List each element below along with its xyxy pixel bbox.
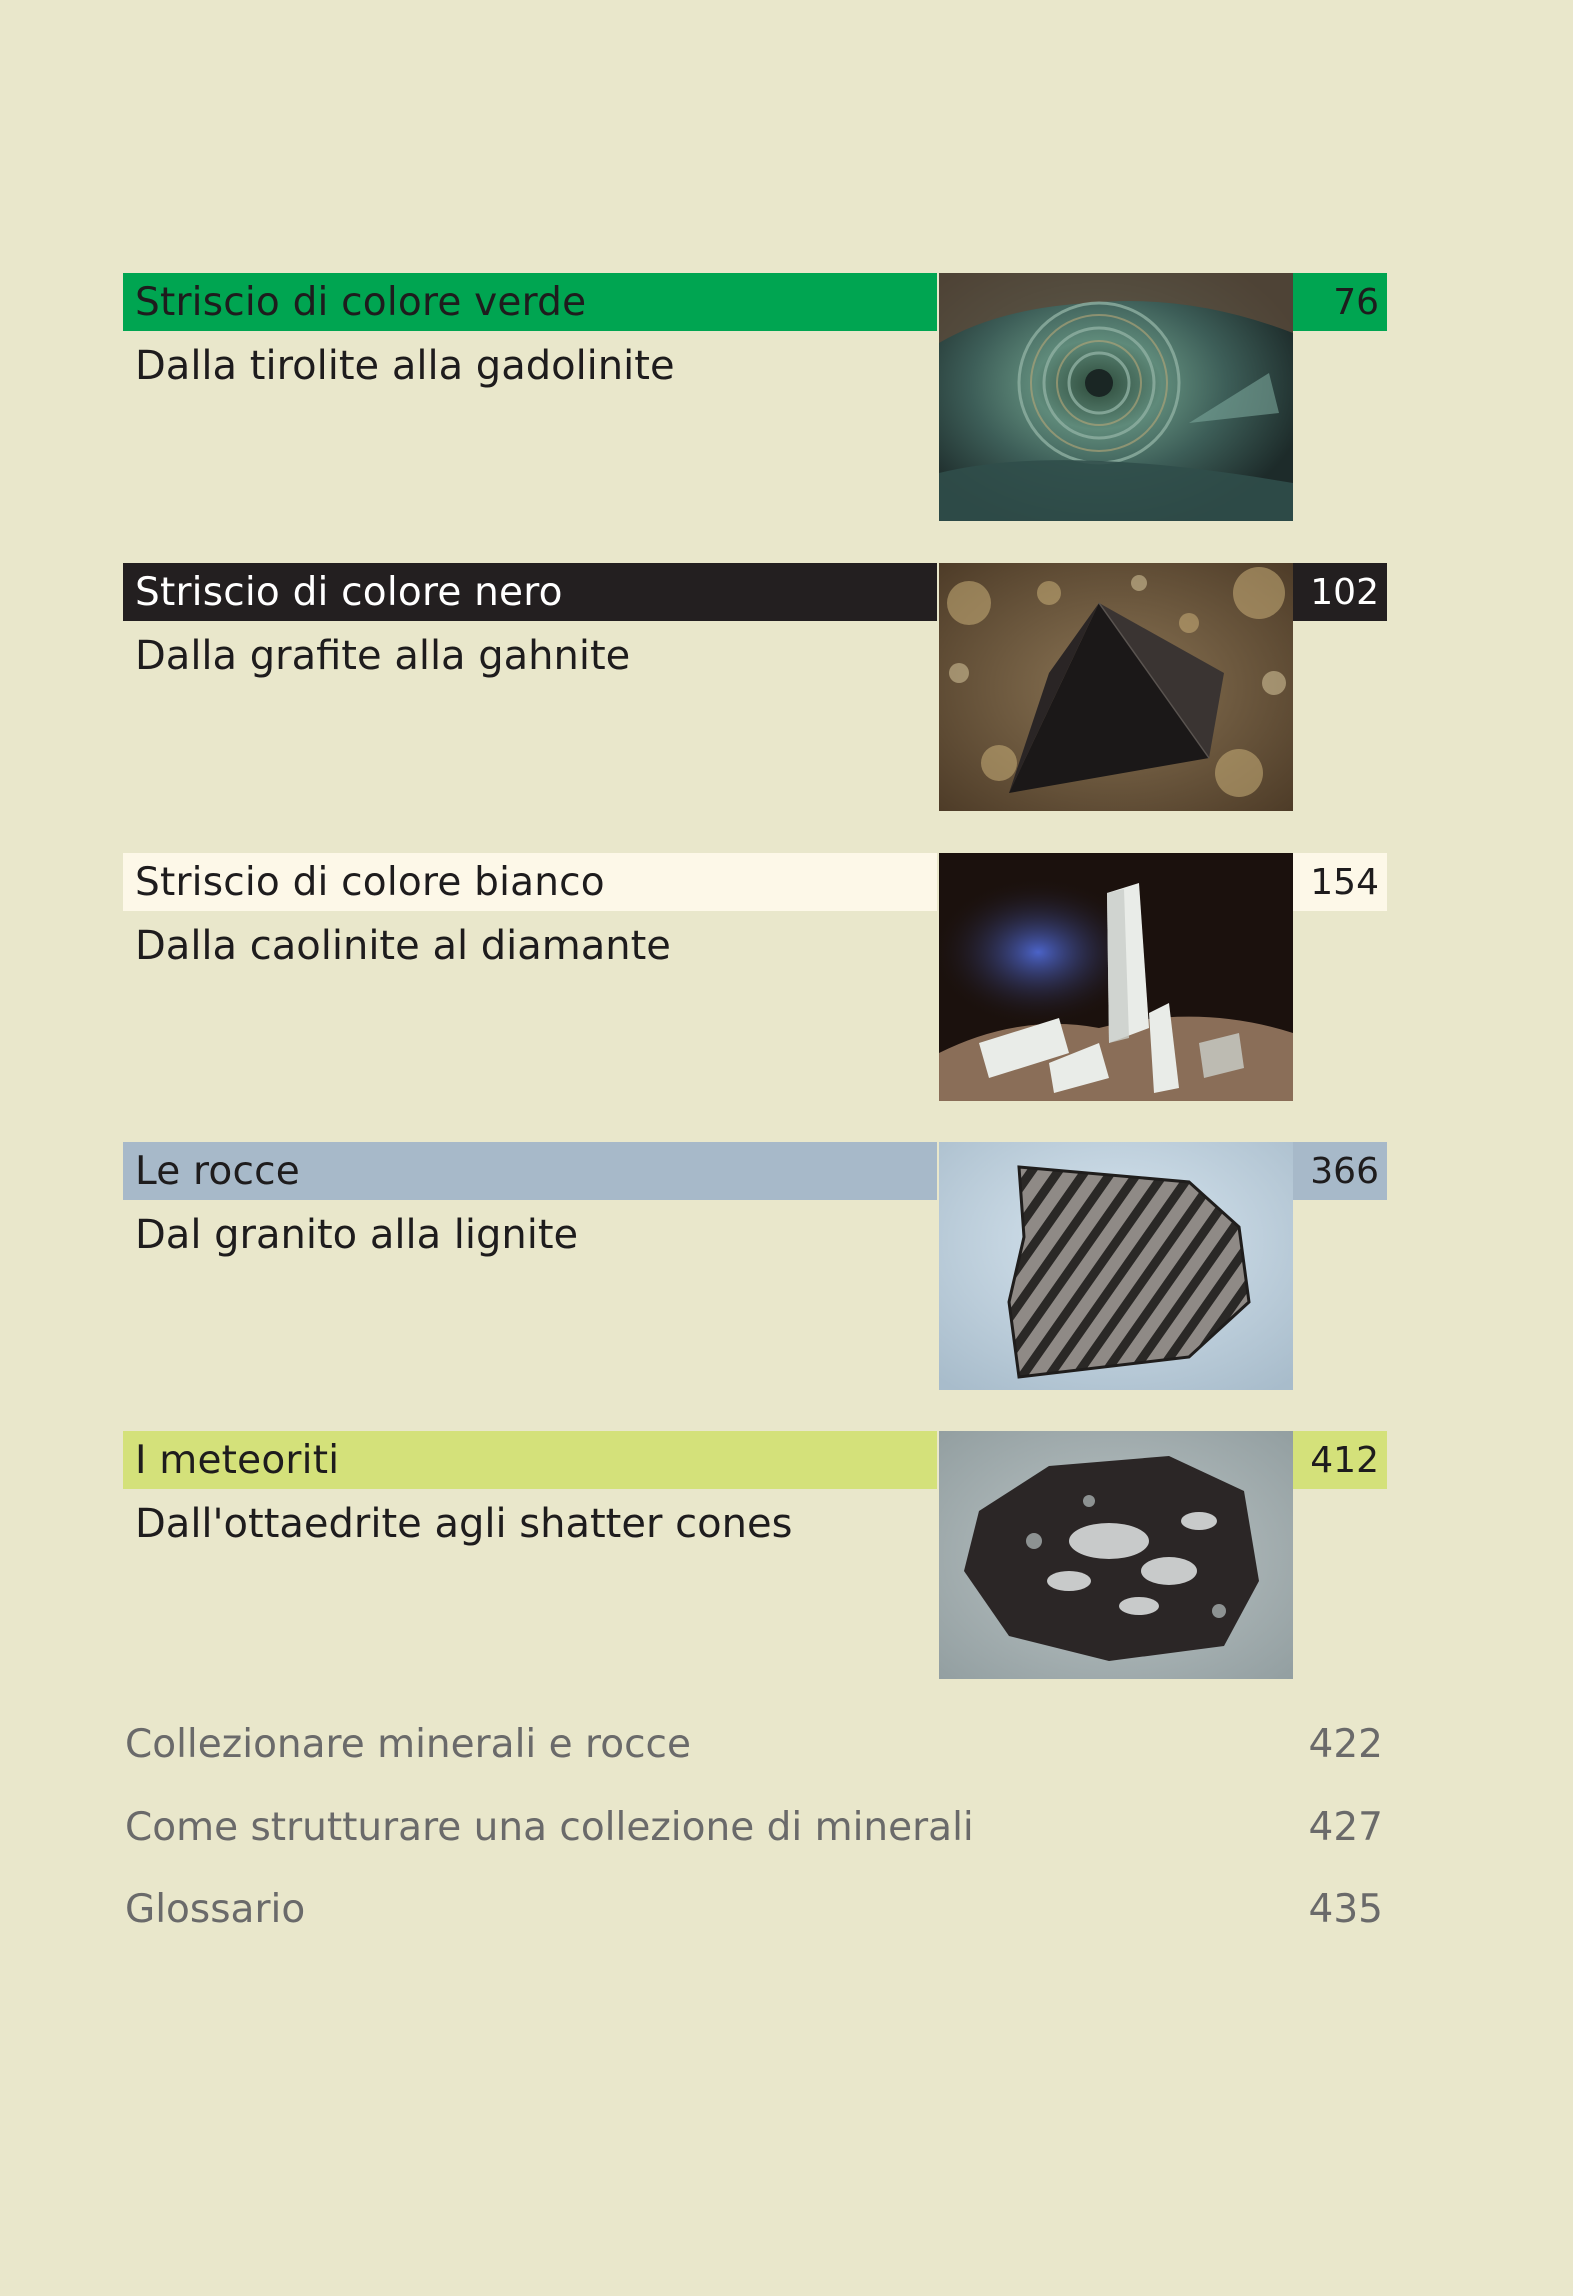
toc-entry-label: Glossario bbox=[125, 1887, 306, 1932]
section-title: Striscio di colore nero bbox=[135, 569, 563, 615]
toc-entry-page: 435 bbox=[1308, 1887, 1383, 1932]
toc-section-meteorites[interactable] bbox=[123, 1431, 1387, 1681]
section-title-bar bbox=[123, 273, 937, 331]
section-title-bar bbox=[123, 1431, 937, 1489]
section-title: I meteoriti bbox=[135, 1437, 340, 1483]
section-subtitle: Dall'ottaedrite agli shatter cones bbox=[135, 1501, 793, 1547]
meteorite-photo bbox=[939, 1431, 1293, 1679]
page-number-box bbox=[1293, 1142, 1387, 1200]
white-crystal-photo bbox=[939, 853, 1293, 1101]
toc-section-green-streak[interactable] bbox=[123, 273, 1387, 523]
section-subtitle: Dalla caolinite al diamante bbox=[135, 923, 671, 969]
page-number-box bbox=[1293, 853, 1387, 911]
section-subtitle: Dalla tirolite alla gadolinite bbox=[135, 343, 675, 389]
page-number-box bbox=[1293, 273, 1387, 331]
section-title-bar bbox=[123, 853, 937, 911]
section-title: Striscio di colore bianco bbox=[135, 859, 605, 905]
toc-section-white-streak[interactable] bbox=[123, 853, 1387, 1103]
section-title-bar bbox=[123, 563, 937, 621]
toc-entry-page: 427 bbox=[1308, 1805, 1383, 1850]
toc-section-rocks[interactable] bbox=[123, 1142, 1387, 1392]
gneiss-rock-photo bbox=[939, 1142, 1293, 1390]
page-number: 412 bbox=[1310, 1439, 1379, 1481]
page-number: 76 bbox=[1333, 281, 1379, 323]
section-title-bar bbox=[123, 1142, 937, 1200]
toc-entry-page: 422 bbox=[1308, 1722, 1383, 1767]
toc-entry-glossary[interactable] bbox=[123, 1887, 1383, 1947]
magnetite-octahedron-photo bbox=[939, 563, 1293, 811]
toc-entry-label: Collezionare minerali e rocce bbox=[125, 1722, 691, 1767]
tirolite-mineral-photo bbox=[939, 273, 1293, 521]
toc-entry-label: Come strutturare una collezione di minerali bbox=[125, 1805, 974, 1850]
section-subtitle: Dal granito alla lignite bbox=[135, 1212, 579, 1258]
page-number: 102 bbox=[1310, 571, 1379, 613]
section-title: Striscio di colore verde bbox=[135, 279, 587, 325]
section-title: Le rocce bbox=[135, 1148, 300, 1194]
toc-entry-collecting[interactable] bbox=[123, 1722, 1383, 1782]
page-number: 154 bbox=[1310, 861, 1379, 903]
toc-section-black-streak[interactable] bbox=[123, 563, 1387, 813]
page-number-box bbox=[1293, 1431, 1387, 1489]
page-number-box bbox=[1293, 563, 1387, 621]
page-number: 366 bbox=[1310, 1150, 1379, 1192]
section-subtitle: Dalla grafite alla gahnite bbox=[135, 633, 631, 679]
toc-entry-structure-collection[interactable] bbox=[123, 1805, 1383, 1865]
